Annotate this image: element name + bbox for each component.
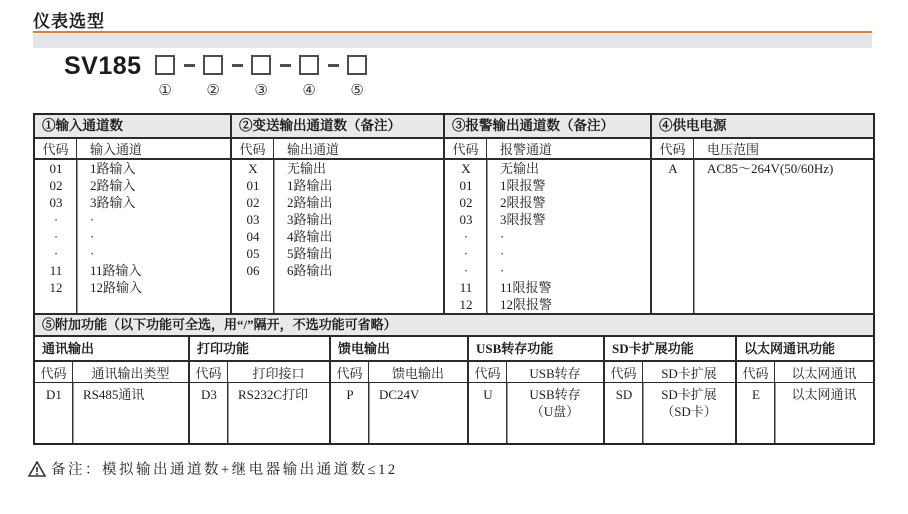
value-cell	[643, 386, 735, 443]
model-position-1	[155, 55, 176, 98]
code-header: 代码	[737, 362, 775, 382]
table-row	[232, 160, 443, 177]
table-row	[445, 245, 650, 262]
value-cell: 2限报警	[500, 195, 546, 210]
dash-separator	[176, 55, 203, 75]
code-cell: D1	[46, 387, 62, 402]
code-cell: 11	[49, 263, 63, 278]
code-cell: ·	[53, 229, 59, 244]
value-line: （SD卡）	[661, 404, 717, 419]
value-line: DC24V	[379, 387, 420, 402]
model-digit-box	[155, 55, 175, 75]
spec-column-power-supply	[652, 115, 873, 313]
value-cell: 3路输出	[287, 212, 333, 227]
column-subheader	[652, 139, 873, 160]
group-row	[35, 383, 188, 443]
group-subheader	[605, 362, 735, 383]
column-header: ③报警输出通道数（备注）	[445, 115, 650, 139]
model-digit-box	[299, 55, 319, 75]
position-number-5: ⑤	[350, 81, 364, 99]
footnote-prefix: 备注：	[51, 462, 102, 478]
value-cell: 无输出	[500, 161, 540, 176]
group-header: 通讯输出	[35, 337, 188, 362]
table-row	[445, 211, 650, 228]
value-cell	[228, 386, 329, 443]
value-header: 报警通道	[500, 142, 553, 157]
feature-group-ethernet	[737, 337, 873, 443]
code-cell: 04	[246, 229, 260, 244]
column-subheader	[35, 139, 230, 160]
page-title: 仪表选型	[33, 12, 105, 31]
accent-rule	[33, 31, 872, 33]
value-cell	[73, 386, 188, 443]
value-cell: ·	[500, 229, 505, 244]
group-subheader	[35, 362, 188, 383]
code-cell: 03	[459, 212, 473, 227]
table-row	[35, 211, 230, 228]
dash-separator	[272, 55, 299, 75]
group-header: USB转存功能	[469, 337, 603, 362]
value-line: （U盘）	[530, 404, 580, 419]
column-header: ④供电电源	[652, 115, 873, 139]
dash-icon	[328, 64, 339, 67]
group-header: 打印功能	[190, 337, 329, 362]
footnote	[28, 458, 398, 479]
code-cell: 12	[49, 280, 63, 295]
warning-triangle-icon	[28, 461, 46, 477]
table-row	[445, 279, 650, 296]
table-row	[232, 211, 443, 228]
value-header: USB转存	[529, 365, 581, 381]
model-digit-box	[203, 55, 223, 75]
group-subheader	[737, 362, 873, 383]
value-cell: 2路输入	[90, 178, 136, 193]
value-cell: 3路输入	[90, 195, 136, 210]
additional-features-banner: ⑤附加功能（以下功能可全选，用“/”隔开，不选功能可省略）	[35, 313, 873, 337]
table-row	[445, 262, 650, 279]
group-subheader	[331, 362, 467, 383]
table-row	[232, 177, 443, 194]
code-cell: 02	[459, 195, 473, 210]
table-row	[35, 279, 230, 296]
value-cell	[369, 386, 467, 443]
column-header: ①输入通道数	[35, 115, 230, 139]
group-row	[737, 383, 873, 443]
additional-features-groups	[35, 337, 873, 443]
value-cell: 6路输出	[287, 263, 333, 278]
value-header: 电压范围	[707, 142, 760, 157]
value-header: 打印接口	[252, 365, 305, 381]
value-cell: AC85～264V(50/60Hz)	[707, 161, 834, 176]
code-header: 代码	[190, 362, 228, 382]
code-cell: 03	[246, 212, 260, 227]
value-cell: 12限报警	[500, 297, 553, 312]
code-cell: ·	[463, 229, 469, 244]
model-digit-box	[251, 55, 271, 75]
feature-group-print	[190, 337, 331, 443]
dash-separator	[320, 55, 347, 75]
code-cell: X	[248, 161, 258, 176]
feature-group-loop-power	[331, 337, 469, 443]
code-header: 代码	[35, 139, 77, 158]
value-header: 通讯输出类型	[91, 365, 170, 381]
code-cell: 01	[246, 178, 260, 193]
value-cell: 1限报警	[500, 178, 546, 193]
table-row	[35, 177, 230, 194]
model-position-2	[203, 55, 224, 98]
value-cell: ·	[500, 246, 505, 261]
value-cell	[775, 386, 873, 443]
value-header: 以太网通讯	[791, 365, 857, 381]
table-row	[35, 245, 230, 262]
value-line: SD卡扩展	[661, 387, 717, 402]
code-cell: 02	[246, 195, 260, 210]
table-row	[35, 228, 230, 245]
value-cell: 5路输出	[287, 246, 333, 261]
group-header: SD卡扩展功能	[605, 337, 735, 362]
column-header: ②变送输出通道数（备注）	[232, 115, 443, 139]
value-cell: 12路输入	[90, 280, 143, 295]
group-row	[190, 383, 329, 443]
value-cell: 无输出	[287, 161, 327, 176]
group-subheader	[469, 362, 603, 383]
code-cell: A	[668, 161, 678, 176]
table-row	[445, 228, 650, 245]
code-cell: U	[483, 387, 493, 402]
value-header: SD卡扩展	[661, 365, 717, 381]
feature-group-sd-card	[605, 337, 737, 443]
value-cell: ·	[90, 212, 95, 227]
code-header: 代码	[232, 139, 274, 158]
code-header: 代码	[35, 362, 73, 382]
code-cell: 01	[49, 161, 63, 176]
dash-separator	[224, 55, 251, 75]
column-rows	[652, 160, 873, 313]
code-cell: ·	[463, 263, 469, 278]
table-row	[652, 160, 873, 177]
value-cell: 3限报警	[500, 212, 546, 227]
footnote-text: 模拟输出通道数+继电器输出通道数≤12	[102, 462, 398, 478]
position-number-2: ②	[206, 81, 220, 99]
value-cell: 11路输入	[90, 263, 142, 278]
value-line: USB转存	[529, 387, 581, 402]
code-header: 代码	[469, 362, 507, 382]
model-code-builder	[64, 52, 368, 99]
spec-column-input-channels	[35, 115, 232, 313]
value-cell: 1路输入	[90, 161, 136, 176]
group-row	[331, 383, 467, 443]
dash-icon	[232, 64, 243, 67]
code-cell: 06	[246, 263, 260, 278]
code-header: 代码	[652, 139, 694, 158]
table-row	[445, 194, 650, 211]
feature-group-communication	[35, 337, 190, 443]
table-row	[35, 194, 230, 211]
value-cell: 4路输出	[287, 229, 333, 244]
code-cell: ·	[53, 212, 59, 227]
spec-column-alarm-output	[445, 115, 652, 313]
value-line: RS485通讯	[83, 387, 145, 402]
code-cell: 01	[459, 178, 473, 193]
selection-table	[33, 113, 875, 445]
model-digit-box	[347, 55, 367, 75]
table-row	[35, 262, 230, 279]
model-position-5	[347, 55, 368, 98]
value-cell: 1路输出	[287, 178, 333, 193]
code-cell: 11	[459, 280, 473, 295]
group-header: 以太网通讯功能	[737, 337, 873, 362]
code-cell: 05	[246, 246, 260, 261]
column-rows	[232, 160, 443, 313]
value-header: 馈电输出	[391, 365, 444, 381]
title-band	[33, 34, 872, 48]
code-cell: 02	[49, 178, 63, 193]
table-row	[445, 296, 650, 313]
group-row	[469, 383, 603, 443]
value-cell: 2路输出	[287, 195, 333, 210]
group-header: 馈电输出	[331, 337, 467, 362]
code-header: 代码	[331, 362, 369, 382]
value-header: 输入通道	[90, 142, 143, 157]
group-subheader	[190, 362, 329, 383]
group-row	[605, 383, 735, 443]
code-cell: SD	[615, 387, 633, 402]
position-number-1: ①	[158, 81, 172, 99]
position-number-3: ③	[254, 81, 268, 99]
code-cell: X	[461, 161, 471, 176]
value-line: RS232C打印	[238, 387, 309, 402]
value-cell: ·	[500, 263, 505, 278]
table-row	[445, 177, 650, 194]
table-row	[232, 245, 443, 262]
dash-icon	[184, 64, 195, 67]
code-header: 代码	[445, 139, 487, 158]
table-row	[445, 160, 650, 177]
model-name: SV185	[64, 52, 142, 80]
code-cell: P	[346, 387, 354, 402]
column-subheader	[445, 139, 650, 160]
feature-group-usb	[469, 337, 605, 443]
spec-column-transmit-output	[232, 115, 445, 313]
column-rows	[35, 160, 230, 313]
code-cell: E	[752, 387, 760, 402]
position-number-4: ④	[302, 81, 316, 99]
code-cell: ·	[53, 246, 59, 261]
dash-icon	[280, 64, 291, 67]
table-row	[232, 262, 443, 279]
code-cell: D3	[201, 387, 217, 402]
code-cell: 03	[49, 195, 63, 210]
column-subheader	[232, 139, 443, 160]
value-cell: ·	[90, 229, 95, 244]
value-header: 输出通道	[287, 142, 340, 157]
column-rows	[445, 160, 650, 313]
model-position-4	[299, 55, 320, 98]
table-row	[232, 228, 443, 245]
code-cell: ·	[463, 246, 469, 261]
code-cell: 12	[459, 297, 473, 312]
table-row	[232, 194, 443, 211]
value-cell	[507, 386, 603, 443]
spec-sections	[35, 115, 873, 313]
code-header: 代码	[605, 362, 643, 382]
value-line: 以太网通讯	[791, 387, 857, 402]
table-row	[35, 160, 230, 177]
model-position-3	[251, 55, 272, 98]
value-cell: ·	[90, 246, 95, 261]
value-cell: 11限报警	[500, 280, 552, 295]
